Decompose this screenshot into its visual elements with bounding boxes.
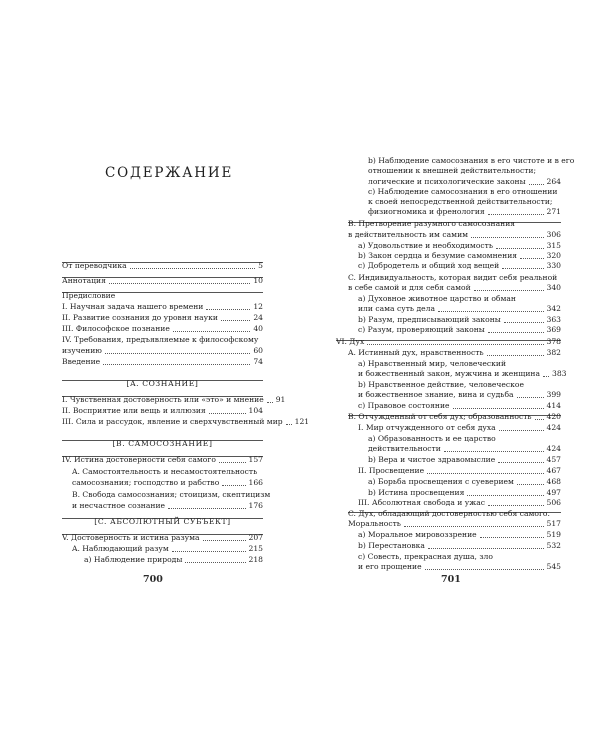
- toc-entry-page: 60: [253, 346, 263, 355]
- toc-entry: [368, 434, 561, 444]
- toc-entry-page: 176: [248, 501, 263, 510]
- toc-entry-page: 532: [546, 541, 561, 550]
- toc-entry-title: III. Сила и рассудок, явление и сверхчувственный мир: [62, 417, 283, 426]
- toc-entry-title: A. Наблюдающий разум: [72, 544, 169, 553]
- dot-leader: [286, 424, 292, 425]
- toc-entry: [348, 230, 561, 240]
- toc-entry-title: B. Отчужденный от себя дух; образованность: [348, 412, 532, 421]
- toc-entry: [348, 412, 561, 422]
- toc-entry-page: 10: [253, 276, 263, 285]
- toc-entry: [62, 417, 310, 427]
- toc-entry: [62, 313, 263, 323]
- toc-entry-title: B. Претворение разумного самосознания: [348, 219, 516, 228]
- toc-entry-title: V. Достоверность и истина разума: [62, 533, 200, 542]
- toc-entry: [72, 467, 263, 477]
- dot-leader: [487, 355, 544, 356]
- dot-leader: [529, 184, 544, 185]
- dot-leader: [130, 268, 256, 269]
- toc-entry-title: I. Научная задача нашего времени: [62, 302, 204, 311]
- toc-entry-title: Аннотация: [62, 276, 106, 285]
- toc-entry-page: 157: [248, 455, 263, 464]
- toc-entry: [358, 562, 561, 572]
- toc-entry: [368, 207, 561, 217]
- dot-leader: [425, 569, 544, 570]
- toc-entry: [368, 156, 575, 166]
- dot-leader: [438, 311, 544, 312]
- toc-entry: [358, 498, 561, 508]
- dot-leader: [173, 331, 251, 332]
- toc-entry-page: 517: [546, 519, 561, 528]
- toc-entry-title: [B. САМОСОЗНАНИЕ]: [112, 439, 213, 448]
- dot-leader: [427, 473, 543, 474]
- toc-entry-title: отношении к внешней действительности;: [368, 166, 537, 175]
- toc-entry-page: 497: [546, 488, 561, 497]
- dot-leader: [543, 376, 549, 377]
- toc-entry-title: [C. АБСОЛЮТНЫЙ СУБЪЕКТ]: [94, 517, 231, 526]
- toc-entry-page: 467: [546, 466, 561, 475]
- toc-entry-title: A. Истинный дух, нравственность: [348, 348, 484, 357]
- dot-leader: [444, 451, 544, 452]
- toc-entry-title: и несчастное сознание: [72, 501, 165, 510]
- dot-leader: [471, 237, 543, 238]
- toc-entry: [368, 187, 561, 197]
- toc-entry: [358, 315, 561, 325]
- toc-entry-title: a) Нравственный мир, человеческий: [358, 359, 507, 368]
- dot-leader: [428, 548, 544, 549]
- toc-entry-title: Предисловие: [62, 291, 116, 300]
- dot-leader: [172, 551, 246, 552]
- dot-leader: [488, 214, 544, 215]
- toc-entry-title: B. Свобода самосознания; стоицизм, скептицизм: [72, 490, 271, 499]
- toc-entry-page: 340: [546, 283, 561, 292]
- toc-entry-title: в действительность им самим: [348, 230, 469, 239]
- right-page: [300, 0, 600, 750]
- toc-entry-page: 218: [248, 555, 263, 564]
- toc-entry-title: c) Разум, проверяющий законы: [358, 325, 485, 334]
- toc-entry-title: I. Чувственная достоверность или «это» и мнение: [62, 395, 264, 404]
- toc-entry-title: a) Моральное мировоззрение: [358, 530, 477, 539]
- toc-entry: [358, 380, 561, 390]
- toc-entry-title: b) Разум, предписывающий законы: [358, 315, 501, 324]
- toc-entry-title: a) Наблюдение природы: [84, 555, 183, 564]
- dot-leader: [504, 322, 544, 323]
- toc-entry-page: 104: [248, 406, 263, 415]
- toc-entry-title: От переводчика: [62, 261, 127, 270]
- toc-entry: [348, 509, 561, 519]
- dot-leader: [221, 320, 250, 321]
- toc-entry-page: 12: [253, 302, 263, 311]
- dot-leader: [474, 290, 544, 291]
- toc-entry: [348, 219, 561, 229]
- toc-entry: [62, 261, 263, 271]
- toc-entry-page: 215: [248, 544, 263, 553]
- toc-entry-title: IV. Истина достоверности себя самого: [62, 455, 216, 464]
- toc-entry-title: к своей непосредственной действительности;: [368, 197, 553, 206]
- toc-entry: [72, 544, 263, 554]
- toc-entry-title: логические и психологические законы: [368, 177, 526, 186]
- toc-entry-page: 457: [546, 455, 561, 464]
- toc-entry: [358, 423, 561, 433]
- dot-leader: [498, 462, 543, 463]
- toc-entry-page: 382: [546, 348, 561, 357]
- toc-entry: [358, 241, 561, 251]
- toc-entry-title: b) Нравственное действие, человеческое: [358, 380, 524, 389]
- toc-entry-title: a) Борьба просвещения с суеверием: [368, 477, 514, 486]
- toc-entry-title: [A. СОЗНАНИЕ]: [126, 379, 199, 388]
- toc-entry-title: C. Индивидуальность, которая видит себя реальной: [348, 273, 558, 282]
- toc-entry: [358, 369, 567, 379]
- toc-entry: [62, 335, 263, 345]
- dot-leader: [203, 540, 246, 541]
- toc-entry-page: 91: [275, 395, 286, 404]
- toc-entry-page: 74: [253, 357, 263, 366]
- toc-entry-title: I. Мир отчужденного от себя духа: [358, 423, 496, 432]
- toc-entry-title: и божественный закон, мужчина и женщина: [358, 369, 541, 378]
- toc-entry: [72, 478, 263, 488]
- toc-entry-page: 166: [248, 478, 263, 487]
- toc-entry-title: II. Развитие сознания до уровня науки: [62, 313, 218, 322]
- toc-entry: [358, 552, 561, 562]
- toc-entry-title: и его прощение: [358, 562, 422, 571]
- toc-entry: [358, 359, 561, 369]
- toc-entry-title: a) Удовольствие и необходимость: [358, 241, 493, 250]
- toc-entry: [358, 466, 561, 476]
- right-page-number: 701: [441, 574, 461, 585]
- dot-leader: [168, 508, 246, 509]
- toc-entry-page: 320: [546, 251, 561, 260]
- dot-leader: [502, 268, 543, 269]
- toc-entry: [62, 357, 263, 367]
- toc-entry: [368, 197, 561, 207]
- toc-entry-page: 342: [546, 304, 561, 313]
- dot-leader: [488, 505, 544, 506]
- toc-entry-title: Введение: [62, 357, 101, 366]
- toc-entry-title: A. Самостоятельность и несамостоятельность: [72, 467, 258, 476]
- toc-entry: [368, 477, 561, 487]
- toc-entry: [358, 304, 561, 314]
- toc-entry: [368, 488, 561, 498]
- toc-entry: [358, 401, 561, 411]
- toc-entry-title: II. Восприятие или вещь и иллюзия: [62, 406, 206, 415]
- toc-entry: [368, 166, 561, 176]
- toc-entry-page: 506: [546, 498, 561, 507]
- dot-leader: [109, 283, 250, 284]
- dot-leader: [103, 364, 250, 365]
- toc-entry-page: 369: [546, 325, 561, 334]
- toc-entry: [358, 325, 561, 335]
- toc-section-heading: [62, 379, 263, 389]
- toc-entry: [348, 348, 561, 358]
- toc-entry-title: изучению: [62, 346, 102, 355]
- toc-entry-page: 271: [546, 207, 561, 216]
- toc-entry-page: 315: [546, 241, 561, 250]
- toc-entry-page: 40: [253, 324, 263, 333]
- toc-entry-page: 264: [546, 177, 561, 186]
- dot-leader: [209, 413, 246, 414]
- toc-entry: [62, 395, 286, 405]
- toc-entry-title: физиогномика и френология: [368, 207, 485, 216]
- dot-leader: [480, 537, 544, 538]
- toc-entry: [84, 555, 263, 565]
- toc-entry-title: и божественное знание, вина и судьба: [358, 390, 514, 399]
- dot-leader: [517, 397, 544, 398]
- dot-leader: [488, 332, 544, 333]
- toc-entry-page: 306: [546, 230, 561, 239]
- toc-entry: [348, 273, 561, 283]
- dot-leader: [535, 419, 544, 420]
- toc-entry-title: b) Перестановка: [358, 541, 425, 550]
- toc-entry: [368, 444, 561, 454]
- toc-entry-title: III. Философское познание: [62, 324, 170, 333]
- toc-entry-title: c) Правовое состояние: [358, 401, 450, 410]
- toc-entry-page: 330: [546, 261, 561, 270]
- toc-entry-page: 207: [248, 533, 263, 542]
- toc-entry: [368, 455, 561, 465]
- toc-entry-page: 24: [253, 313, 263, 322]
- toc-entry-title: VI. Дух: [336, 337, 365, 346]
- toc-entry: [62, 455, 263, 465]
- toc-entry-title: b) Закон сердца и безумие самомнения: [358, 251, 518, 260]
- toc-entry-page: 414: [546, 401, 561, 410]
- toc-entry-page: 420: [546, 412, 561, 421]
- toc-entry: [62, 276, 263, 286]
- toc-title: СОДЕРЖАНИЕ: [105, 165, 234, 181]
- dot-leader: [222, 485, 245, 486]
- toc-entry: [62, 346, 263, 356]
- toc-entry-page: 383: [552, 369, 567, 378]
- dot-leader: [499, 430, 544, 431]
- toc-entry-title: самосознания; господство и рабство: [72, 478, 220, 487]
- toc-entry: [358, 390, 561, 400]
- toc-entry-page: 468: [546, 477, 561, 486]
- dot-leader: [105, 353, 250, 354]
- toc-entry-page: 424: [546, 444, 561, 453]
- toc-entry: [72, 501, 263, 511]
- toc-entry-title: a) Духовное животное царство и обман: [358, 294, 516, 303]
- toc-entry: [62, 406, 263, 416]
- toc-entry: [62, 533, 263, 543]
- toc-entry-title: a) Образованность и ее царство: [368, 434, 496, 443]
- toc-entry: [348, 283, 561, 293]
- toc-entry-page: 363: [546, 315, 561, 324]
- toc-entry-title: Моральность: [348, 519, 401, 528]
- toc-entry: [358, 261, 561, 271]
- toc-entry: [358, 530, 561, 540]
- toc-entry: [336, 337, 561, 347]
- toc-entry-title: c) Наблюдение самосознания в его отношении: [368, 187, 558, 196]
- toc-entry: [358, 294, 561, 304]
- dot-leader: [206, 309, 250, 310]
- toc-entry-page: 545: [546, 562, 561, 571]
- toc-entry-title: действительности: [368, 444, 441, 453]
- toc-section-heading: [62, 439, 263, 449]
- dot-leader: [453, 408, 544, 409]
- toc-entry: [72, 490, 271, 500]
- left-page-number: 700: [143, 574, 163, 585]
- toc-entry-title: IV. Требования, предъявляемые к философскому: [62, 335, 259, 344]
- toc-entry: [62, 291, 263, 301]
- dot-leader: [520, 258, 543, 259]
- toc-entry-page: 424: [546, 423, 561, 432]
- dot-leader: [219, 462, 246, 463]
- toc-entry-page: 378: [546, 337, 561, 346]
- toc-entry: [62, 302, 263, 312]
- dot-leader: [467, 495, 543, 496]
- toc-entry-title: b) Истина просвещения: [368, 488, 465, 497]
- toc-entry-title: c) Добродетель и общий ход вещей: [358, 261, 500, 270]
- dot-leader: [367, 344, 543, 345]
- toc-entry: [348, 519, 561, 529]
- toc-entry-page: 121: [294, 417, 310, 426]
- toc-entry: [62, 324, 263, 334]
- toc-entry-page: 5: [258, 261, 263, 270]
- toc-entry-title: b) Вера и чистое здравомыслие: [368, 455, 496, 464]
- dot-leader: [185, 562, 245, 563]
- toc-entry-page: 519: [546, 530, 561, 539]
- toc-entry-title: II. Просвещение: [358, 466, 425, 475]
- toc-section-heading: [62, 517, 263, 527]
- toc-entry-title: b) Наблюдение самосознания в его чистоте и в его: [368, 156, 575, 165]
- dot-leader: [517, 484, 544, 485]
- toc-entry: [358, 251, 561, 261]
- toc-entry-title: c) Совесть, прекрасная душа, зло: [358, 552, 493, 561]
- dot-leader: [404, 526, 544, 527]
- toc-entry-title: III. Абсолютная свобода и ужас: [358, 498, 485, 507]
- toc-entry: [358, 541, 561, 551]
- toc-entry-title: или сама суть дела: [358, 304, 435, 313]
- toc-entry-title: в себе самой и для себя самой: [348, 283, 471, 292]
- toc-entry-title: C. Дух, обладающий достоверностью себя самого.: [348, 509, 550, 518]
- toc-entry: [368, 177, 561, 187]
- dot-leader: [267, 402, 273, 403]
- dot-leader: [496, 248, 544, 249]
- toc-entry-page: 399: [546, 390, 561, 399]
